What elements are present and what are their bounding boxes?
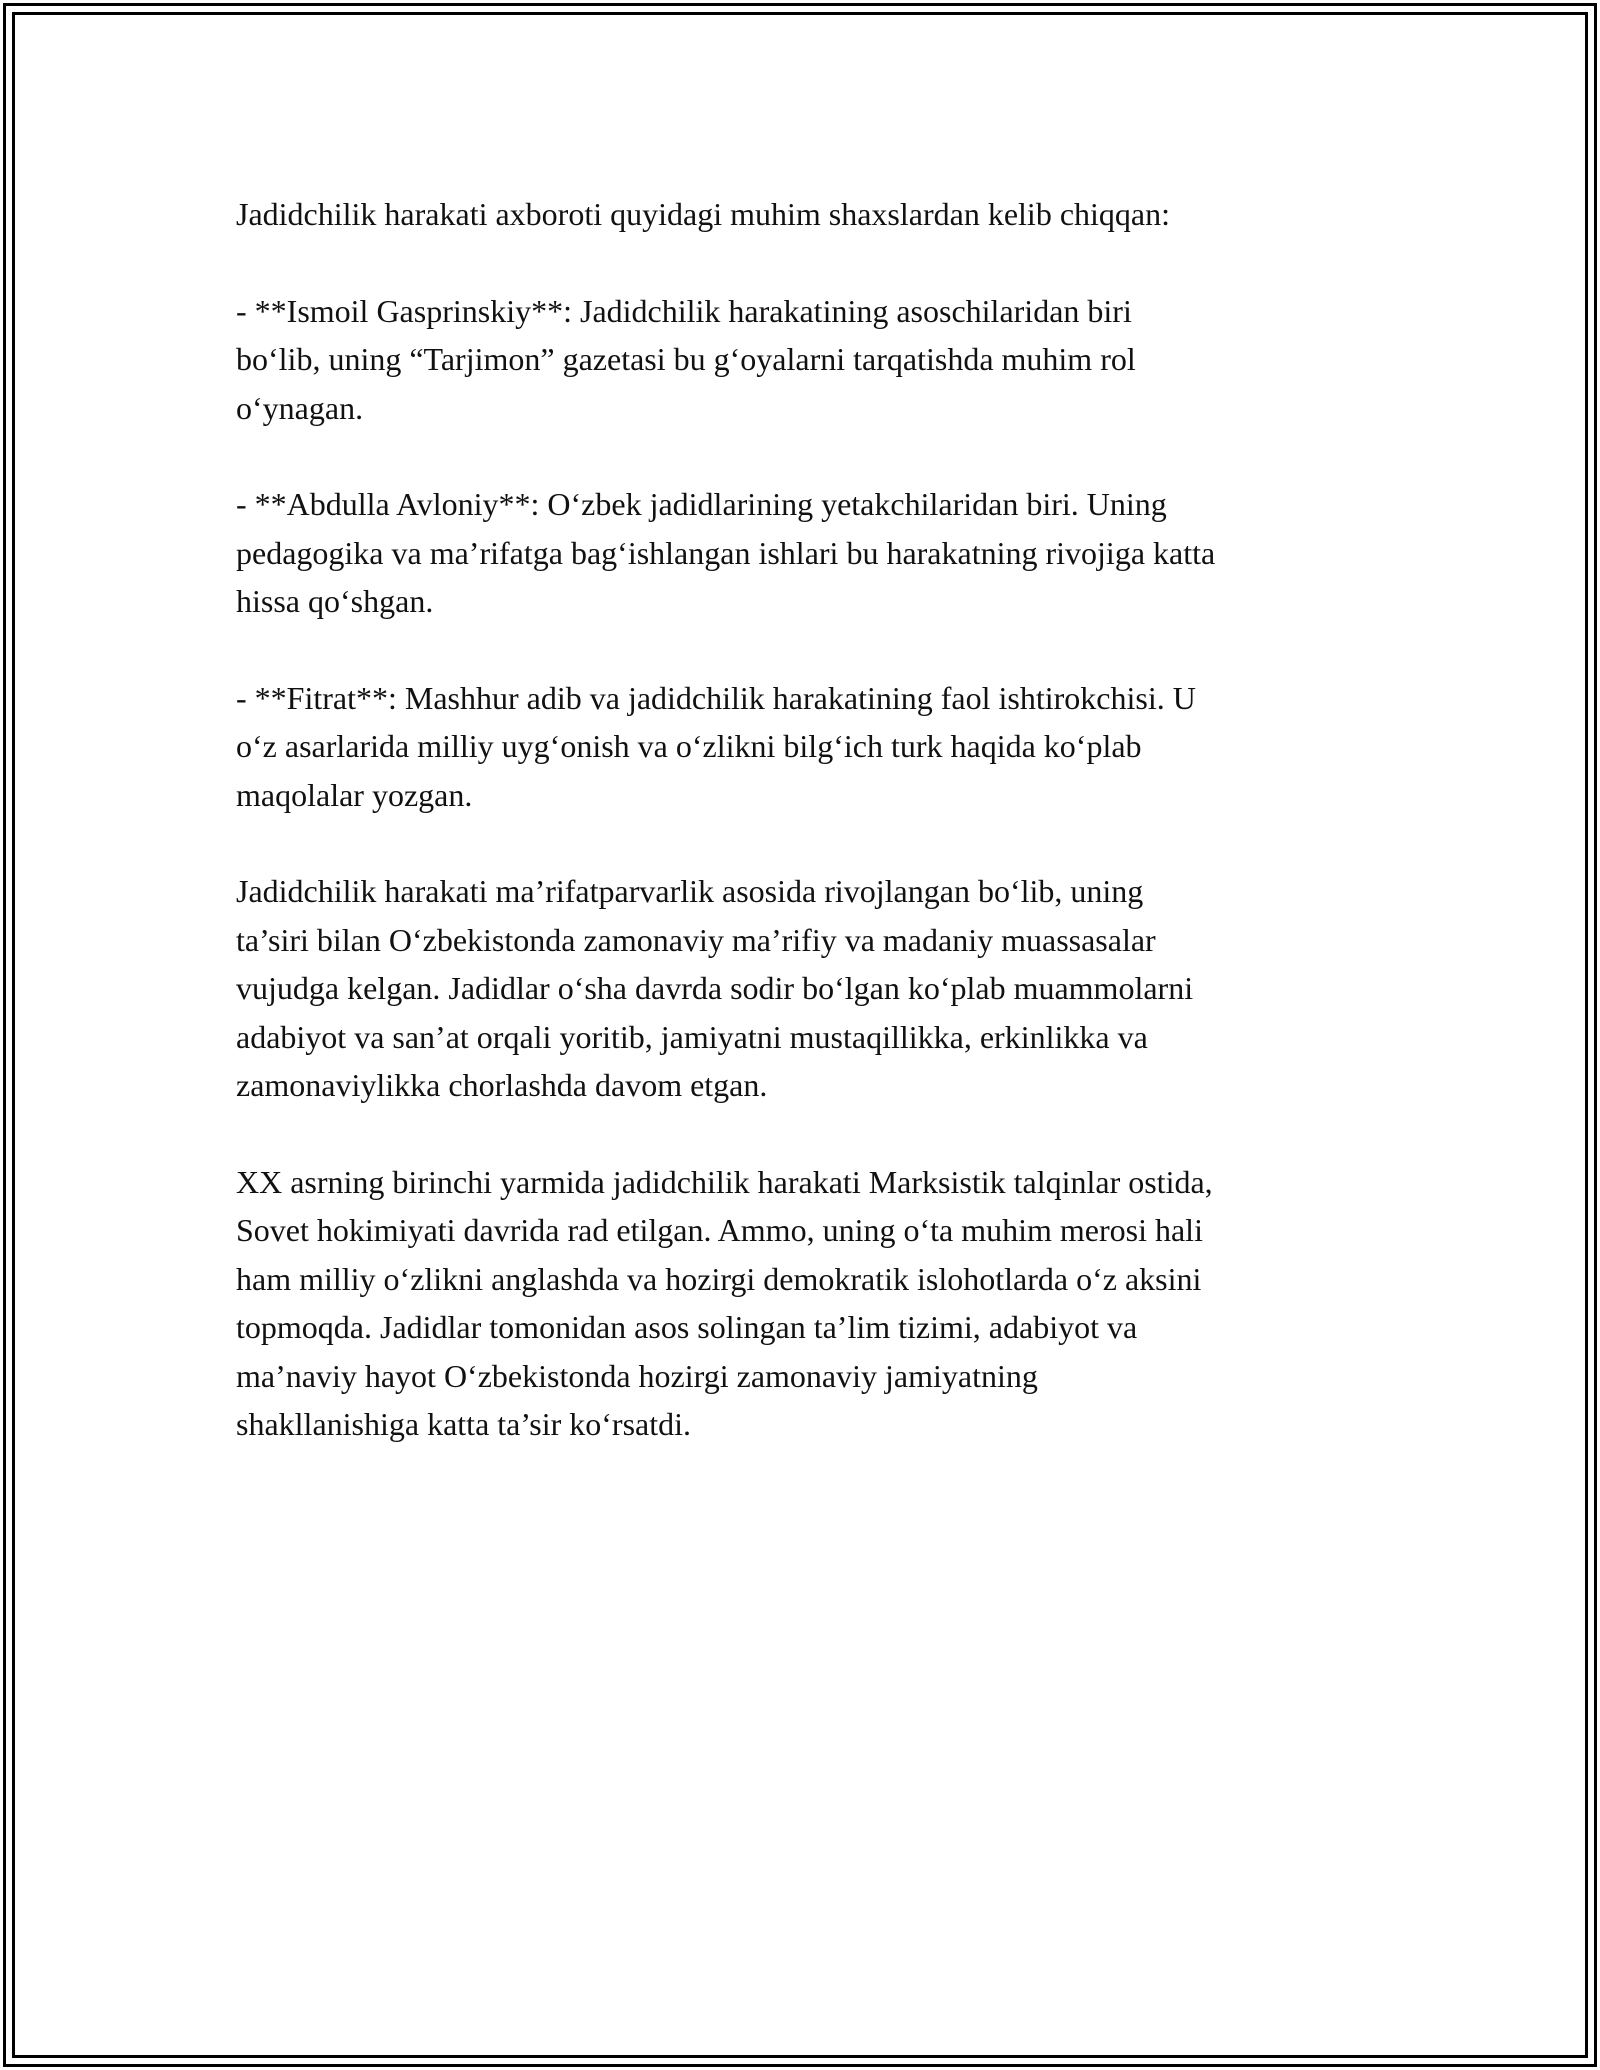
paragraph-line: ta’siri bilan O‘zbekistonda zamonaviy ma’rifiy va madaniy muassasalar [236, 921, 1156, 958]
paragraph-line: ma’naviy hayot O‘zbekistonda hozirgi zamonaviy jamiyatning [236, 1357, 1038, 1394]
paragraph-avloniy [236, 480, 1386, 626]
paragraph-line: - **Fitrat**: Mashhur adib va jadidchilik harakatining faol ishtirokchisi. U [236, 679, 1196, 716]
document-body [236, 190, 1386, 1497]
paragraph-line: ham milliy o‘zlikni anglashda va hozirgi demokratik islohotlarda o‘z aksini [236, 1260, 1202, 1297]
paragraph-enlightenment [236, 867, 1386, 1110]
paragraph-line: shakllanishiga katta ta’sir ko‘rsatdi. [236, 1406, 691, 1442]
paragraph-line: hissa qo‘shgan. [236, 583, 434, 619]
paragraph-line: Sovet hokimiyati davrida rad etilgan. Ammo, uning o‘ta muhim merosi hali [236, 1212, 1203, 1248]
paragraph-line: - **Abdulla Avloniy**: O‘zbek jadidlarining yetakchilaridan biri. Uning [236, 486, 1167, 522]
paragraph-gasprinskiy [236, 287, 1386, 433]
paragraph-line: - **Ismoil Gasprinskiy**: Jadidchilik harakatining asoschilaridan biri [236, 292, 1132, 329]
paragraph-line: adabiyot va san’at orqali yoritib, jamiyatni mustaqillikka, erkinlikka va [236, 1018, 1148, 1055]
paragraph-intro [236, 190, 1386, 239]
paragraph-fitrat [236, 674, 1386, 820]
paragraph-line: topmoqda. Jadidlar tomonidan asos solingan ta’lim tizimi, adabiyot va [236, 1309, 1138, 1345]
paragraph-line: Jadidchilik harakati ma’rifatparvarlik asosida rivojlangan bo‘lib, uning [236, 873, 1144, 909]
paragraph-line: Jadidchilik harakati axboroti quyidagi muhim shaxslardan kelib chiqqan: [236, 196, 1170, 232]
paragraph-line: zamonaviylikka chorlashda davom etgan. [236, 1067, 768, 1103]
paragraph-line: XX asrning birinchi yarmida jadidchilik harakati Marksistik talqinlar ostida, [236, 1163, 1213, 1200]
paragraph-legacy [236, 1158, 1386, 1449]
paragraph-line: o‘ynagan. [236, 389, 364, 426]
paragraph-line: vujudga kelgan. Jadidlar o‘sha davrda sodir bo‘lgan ko‘plab muammolarni [236, 970, 1194, 1006]
paragraph-line: pedagogika va ma’rifatga bag‘ishlangan ishlari bu harakatning rivojiga katta [236, 534, 1216, 571]
paragraph-line: o‘z asarlarida milliy uyg‘onish va o‘zlikni bilg‘ich turk haqida ko‘plab [236, 728, 1142, 764]
paragraph-line: maqolalar yozgan. [236, 776, 473, 813]
paragraph-line: bo‘lib, uning “Tarjimon” gazetasi bu g‘oyalarni tarqatishda muhim rol [236, 341, 1136, 377]
